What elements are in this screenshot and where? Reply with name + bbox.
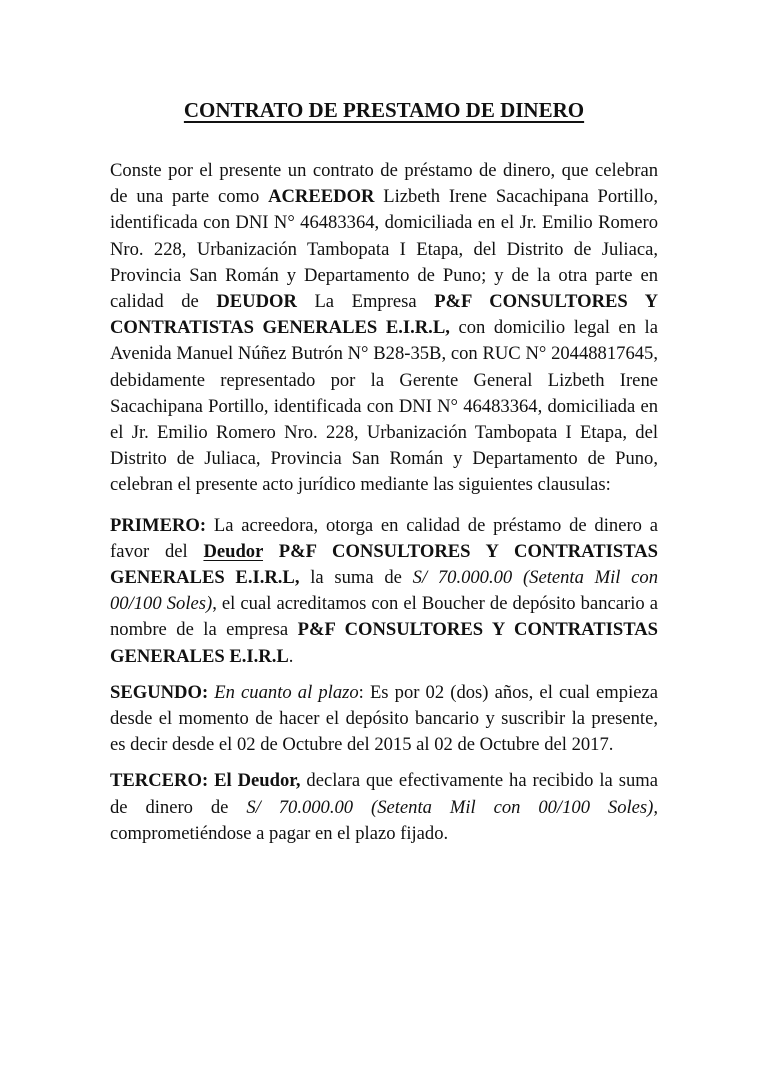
intro-paragraph [110, 158, 658, 499]
clause-text: . [288, 645, 294, 667]
intro-text: con domicilio legal en la Avenida Manuel Núñez Butrón N° B28-35B, con RUC N° 20448817645, debidamente representado por la Gerente General Lizbeth Irene Sacachipana Portillo, identificada con DNI N° 46483364, domiciliada en el Jr. Emilio Romero Nro. 228, Urbanización Tambopata I Etapa, del Distrito de Juliaca, Provincia San Román y Departamento de Puno, celebran el presente acto jurídico mediante las siguientes clausulas: [110, 317, 658, 496]
clause-text: comprometiéndose a pagar en el plazo fijado. [110, 822, 449, 844]
deudor-label: DEUDOR [216, 291, 297, 313]
clause-segundo [110, 680, 658, 759]
intro-text: Conste por el presente un contrato de préstamo de dinero, que celebran de una parte como [110, 160, 658, 208]
clause-text: , el cual acreditamos con el Boucher de depósito bancario a nombre de la empresa [110, 593, 658, 641]
document-body [110, 158, 658, 857]
clause-primero [110, 513, 658, 670]
plazo-label: En cuanto al plazo [214, 681, 359, 703]
loan-amount: S/ 70.000.00 (Setenta Mil con 00/100 Soles) [110, 567, 659, 615]
clause-label: SEGUNDO: [110, 681, 209, 703]
loan-amount: S/ 70.000.00 (Setenta Mil con 00/100 Soles), [246, 796, 658, 818]
intro-text: Lizbeth Irene Sacachipana Portillo, identificada con DNI N° 46483364, domiciliada en el Jr. Emilio Romero Nro. 228, Urbanización Tambopata I Etapa, del Distrito de Juliaca, Provincia San Román y Departamento de Puno; y de la otra parte en calidad de [110, 186, 658, 313]
clause-text: La acreedora, otorga en calidad de préstamo de dinero a favor del [110, 514, 658, 562]
company-name: P&F CONSULTORES Y CONTRATISTAS GENERALES E.I.R.L, [110, 540, 658, 589]
clause-text: : Es por 02 (dos) años, el cual empieza desde el momento de hacer el depósito bancario y suscribir la presente, es decir desde el 02 de Octubre del 2015 al 02 de Octubre del 2017. [110, 681, 658, 756]
clause-text: la suma de [299, 567, 413, 589]
acreedor-label: ACREEDOR [268, 186, 375, 208]
deudor-underlined: Deudor [203, 540, 264, 562]
clause-label: TERCERO: [110, 770, 209, 792]
intro-text: La Empresa [296, 291, 435, 313]
company-name: P&F CONSULTORES Y CONTRATISTAS GENERALES E.I.R.L, [110, 291, 659, 339]
clause-text: declara que efectivamente ha recibido la suma de dinero de [110, 770, 658, 818]
clause-tercero [110, 768, 658, 847]
deudor-label: El Deudor, [208, 770, 301, 792]
clause-label: PRIMERO: [110, 514, 207, 536]
company-name: P&F CONSULTORES Y CONTRATISTAS GENERALES E.I.R.L [110, 619, 659, 667]
page-title: CONTRATO DE PRESTAMO DE DINERO [183, 98, 585, 122]
